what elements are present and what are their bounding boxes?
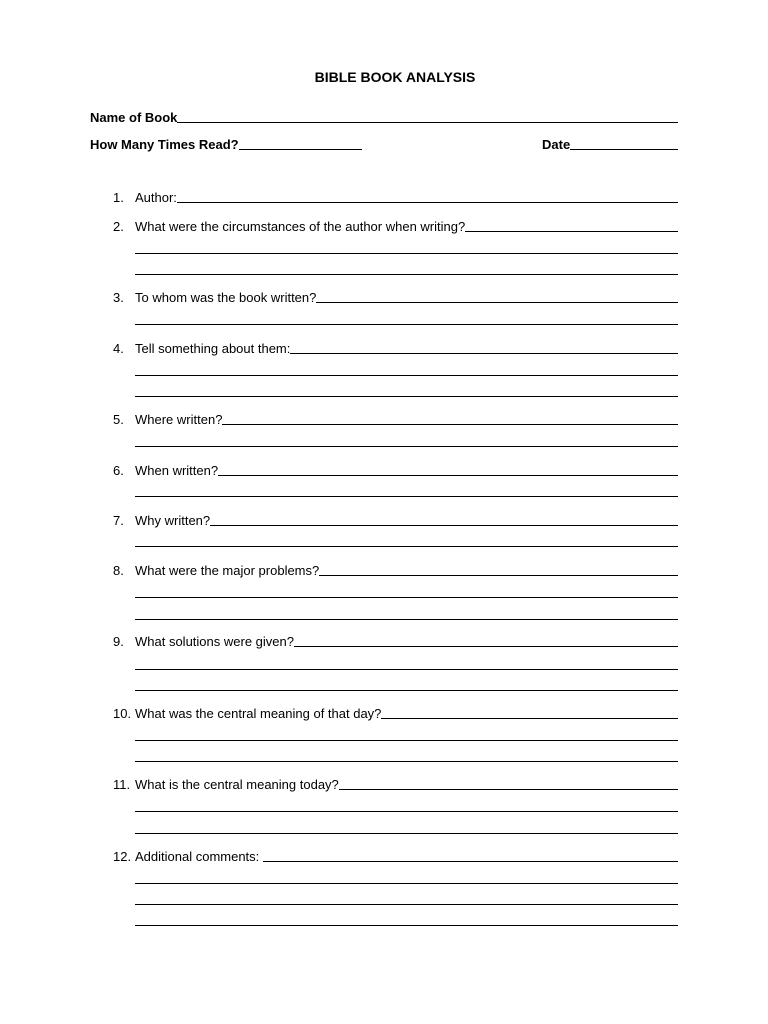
answer-line[interactable] [316, 302, 678, 303]
answer-line[interactable] [135, 396, 678, 397]
question-number: 3. [113, 290, 124, 305]
name-of-book-field[interactable] [90, 110, 678, 125]
question-number: 11. [113, 777, 131, 792]
answer-line[interactable] [135, 690, 678, 691]
question-3 [113, 289, 678, 305]
answer-line[interactable] [135, 546, 678, 547]
name-of-book-label: Name of Book [90, 110, 178, 125]
question-number: 6. [113, 463, 124, 478]
date-field[interactable] [542, 137, 678, 152]
question-text: Author: [135, 190, 177, 205]
answer-line[interactable] [135, 274, 678, 275]
question-number: 7. [113, 513, 124, 528]
question-text: When written? [135, 463, 219, 478]
answer-line[interactable] [135, 833, 678, 834]
times-read-label: How Many Times Read? [90, 137, 239, 152]
form-title: BIBLE BOOK ANALYSIS [314, 69, 476, 85]
question-number: 10. [113, 706, 132, 721]
answer-line[interactable] [222, 424, 678, 425]
question-number: 12. [113, 849, 132, 864]
question-text: Why written? [135, 513, 211, 528]
question-text: Additional comments: [135, 849, 263, 864]
question-12 [113, 848, 678, 864]
times-read-field[interactable] [90, 137, 362, 152]
name-of-book-line[interactable] [177, 121, 678, 123]
question-4 [113, 340, 678, 356]
answer-line[interactable] [135, 446, 678, 447]
question-number: 9. [113, 634, 124, 649]
times-read-line[interactable] [239, 148, 362, 150]
question-number: 1. [113, 190, 124, 205]
question-5 [113, 411, 678, 427]
answer-line[interactable] [135, 597, 678, 598]
question-text: What were the major problems? [135, 563, 320, 578]
answer-line[interactable] [465, 231, 678, 232]
answer-line[interactable] [177, 202, 678, 203]
answer-line[interactable] [135, 761, 678, 762]
answer-line[interactable] [135, 669, 678, 670]
answer-line[interactable] [135, 253, 678, 254]
answer-line[interactable] [218, 475, 678, 476]
question-9 [113, 633, 678, 649]
question-7 [113, 512, 678, 528]
answer-line[interactable] [290, 353, 678, 354]
question-text: What were the circumstances of the author when writing? [135, 219, 466, 234]
question-number: 4. [113, 341, 124, 356]
question-text: What is the central meaning today? [135, 777, 339, 792]
question-text: To whom was the book written? [135, 290, 317, 305]
answer-line[interactable] [135, 324, 678, 325]
question-text: What solutions were given? [135, 634, 294, 649]
answer-line[interactable] [135, 375, 678, 376]
question-6 [113, 462, 678, 478]
question-number: 8. [113, 563, 124, 578]
question-text: Tell something about them: [135, 341, 291, 356]
answer-line[interactable] [339, 789, 678, 790]
date-label: Date [542, 137, 571, 152]
question-11 [113, 776, 678, 792]
answer-line[interactable] [135, 904, 678, 905]
date-line[interactable] [570, 148, 678, 150]
answer-line[interactable] [381, 718, 678, 719]
question-number: 2. [113, 219, 124, 234]
answer-line[interactable] [294, 646, 678, 647]
answer-line[interactable] [135, 883, 678, 884]
question-10 [113, 705, 678, 721]
answer-line[interactable] [135, 619, 678, 620]
question-text: What was the central meaning of that day? [135, 706, 382, 721]
answer-line[interactable] [319, 575, 678, 576]
answer-line[interactable] [210, 525, 678, 526]
question-number: 5. [113, 412, 124, 427]
answer-line[interactable] [135, 496, 678, 497]
question-1 [113, 189, 678, 205]
answer-line[interactable] [135, 740, 678, 741]
answer-line[interactable] [135, 811, 678, 812]
answer-line[interactable] [135, 925, 678, 926]
question-2 [113, 218, 678, 234]
answer-line[interactable] [263, 861, 678, 862]
question-8 [113, 562, 678, 578]
question-text: Where written? [135, 412, 223, 427]
